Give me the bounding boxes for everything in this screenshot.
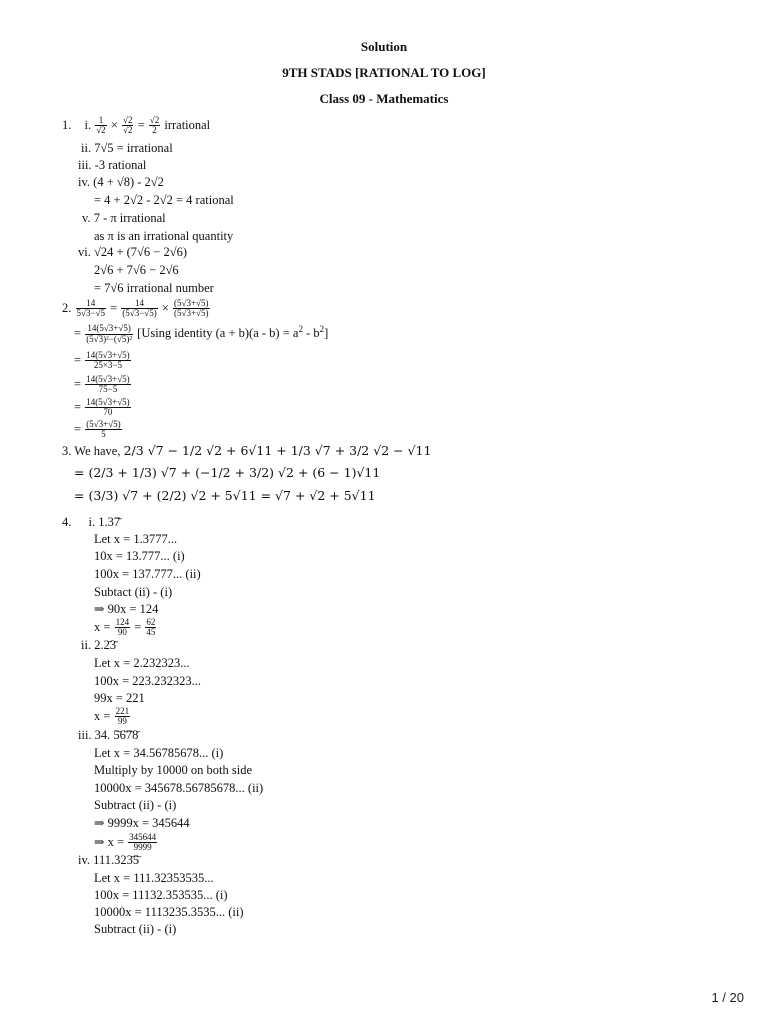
q3-line-1 [62,444,431,458]
q1-part-vi-step: 2√6 + 7√6 − 2√6 [94,263,179,277]
q4-ii-line-2: 100x = 223.232323... [94,674,202,688]
q4-iii-result: ⇒ x = $\frac{345644}{9999}$ [94,832,157,853]
q4-part-iv-head: iv. 111.323̄5̄ [78,853,140,867]
q4-i-line-1: Let x = 1.3777... [94,532,178,546]
q4-part-i-head [62,515,120,529]
q1-i-fraction-1: $\frac{1}{√2}$ [96,115,106,136]
q3-expression: 2/3 √7 − 1/2 √2 + 6√11 + 1/3 √7 + 3/2 √2 − √11 [123,443,432,458]
q3-number: 3. [62,444,72,458]
q2-fraction-b: $\frac{14}{(5√3-√5)}$ [122,298,157,319]
q2-fraction-c: $\frac{(5√3+√5)}{(5√3+√5)}$ [174,298,209,319]
q2-line-3 [74,351,132,371]
q2-identity-note: [Using identity $(a + b)(a - b) = a^2 - b^2$] [137,324,329,341]
equals-sign: = [74,376,82,391]
equals-sign: = [74,326,82,341]
q4-number: 4. [62,515,72,529]
q2-line-1 [62,299,211,319]
q2-fraction-2: $\frac{14(5√3+√5)}{\text{(5√3)²−(√5)²}}$ [86,323,133,344]
q4-part-ii-head: ii. 2.2̄3̄ [81,638,117,652]
q4-iii-line-3: 10000x = 345678.56785678... (ii) [94,781,264,795]
q4-i-label: i. 1.37̄ [88,515,121,529]
q2-fraction-4: $\frac{14(5√3+√5)}{75-5}$ [86,374,130,395]
page-title: Solution [360,39,408,54]
q2-line-2 [74,324,328,344]
q2-fraction-6: $\frac{(5√3+√5)}{5}$ [86,419,121,440]
equals-sign: = [74,399,82,414]
q4-iii-line-2: Multiply by 10000 on both side [94,763,252,777]
q1-part-vi: vi. √24 + (7√6 − 2√6) [78,245,187,259]
q4-iv-line-4: Subtract (ii) - (i) [94,922,177,936]
q1-part-ii: ii. 7√5 = irrational [81,141,173,155]
q4-i-fraction-1: $\frac{124}{90}$ [115,617,130,638]
q1-i-fraction-3: $\frac{√2}{2}$ [149,115,160,136]
q4-i-line-3: 100x = 137.777... (ii) [94,567,201,581]
equals-sign: = [110,300,118,315]
class-line: Class 09 - Mathematics [319,91,449,106]
q2-line-6 [74,420,123,440]
equals-sign: = [74,352,82,367]
q4-iv-line-3: 10000x = 1113235.3535... (ii) [94,905,244,919]
q4-iii-line-5: ⇒ 9999x = 345644 [94,816,190,830]
equals-sign: = [137,117,145,132]
q2-line-4 [74,375,132,395]
q4-i-line-2: 10x = 13.777... (i) [94,549,185,563]
q3-line-2: = (2/3 + 1/3) √7 + (−1/2 + 3/2) √2 + (6 − 1)√11 [74,465,381,480]
q2-number: 2. [62,300,72,315]
q1-part-vi-result: = 7√6 irrational number [94,281,214,295]
equals-sign: = [74,421,82,436]
q1-number: 1. [62,117,72,132]
q3-line-3: = (3/3) √7 + (2/2) √2 + 5√11 = √7 + √2 + 5√11 [74,488,376,503]
q1-part-v-note: as π is an irrational quantity [94,229,234,243]
q2-fraction-3: $\frac{14(5√3+√5)}{25\times 3-5}$ [86,350,130,371]
q1-i-fraction-2: $\frac{√2}{√2}$ [123,115,133,136]
q4-iii-line-4: Subtract (ii) - (i) [94,798,177,812]
q2-fraction-a: $\frac{14}{5√3-√5}$ [76,298,105,319]
q3-lead: We have, [74,444,121,458]
q1-part-iv-step: = 4 + 2√2 - 2√2 = 4 rational [94,193,234,207]
page-indicator: 1 / 20 [711,990,744,1005]
q4-ii-result: x = $\frac{221}{99}$ [94,706,130,727]
q4-iv-line-1: Let x = 111.32353535... [94,871,214,885]
q4-part-iii-head: iii. 34. 5̄6̄7̄8̄ [78,728,139,742]
q4-i-fraction-2: $\frac{62}{45}$ [146,617,156,638]
page-subtitle: 9TH STADS [RATIONAL TO LOG] [282,65,486,80]
times-sign: × [110,117,118,132]
q1-part-iv: iv. (4 + √8) - 2√2 [78,175,164,189]
q4-i-line-5: ⇒ 90x = 124 [94,602,159,616]
q4-iii-line-1: Let x = 34.56785678... (i) [94,746,224,760]
q4-iii-fraction: $\frac{345644}{9999}$ [129,832,157,853]
q1-part-i [62,116,210,136]
q2-line-5 [74,398,132,418]
q1-part-v: v. 7 - π irrational [82,211,166,225]
q4-iv-line-2: 100x = 11132.353535... (i) [94,888,228,902]
q4-i-line-4: Subtact (ii) - (i) [94,585,173,599]
q2-fraction-5: $\frac{14(5√3+√5)}{70}$ [86,397,130,418]
q4-ii-fraction: $\frac{221}{99}$ [115,706,130,727]
q4-ii-line-1: Let x = 2.232323... [94,656,190,670]
q4-ii-line-3: 99x = 221 [94,691,145,705]
q4-i-result: x = $\frac{124}{90}$ = $\frac{62}{45}$ [94,617,156,638]
q1-part-iii: iii. -3 rational [78,158,147,172]
times-sign: × [161,300,169,315]
q1-i-label: i. [84,117,92,132]
q1-i-verdict: irrational [164,117,211,132]
